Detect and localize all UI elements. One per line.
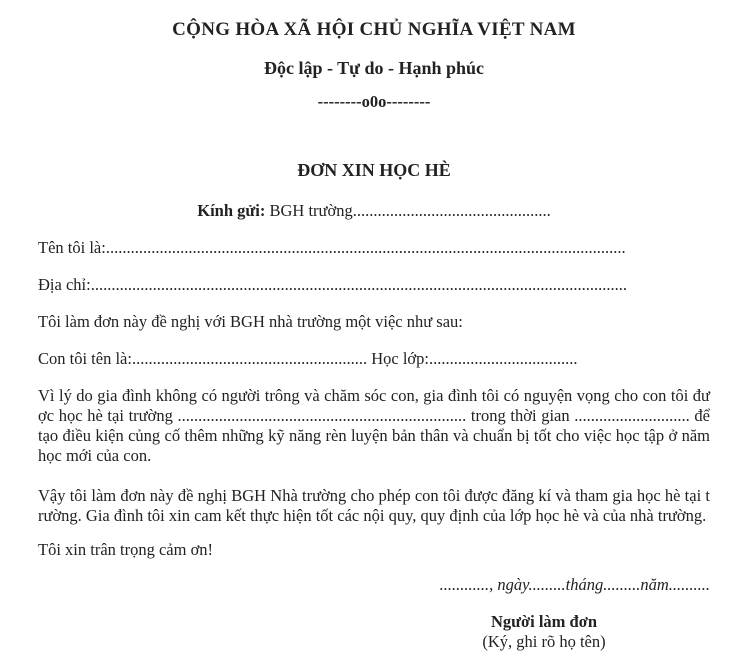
national-header-title: CỘNG HÒA XÃ HỘI CHỦ NGHĨA VIỆT NAM [172, 19, 576, 40]
recipient-label: Kính gửi: [197, 201, 266, 220]
child-name-field: Con tôi tên là:......................................................... [38, 349, 368, 368]
commitment-paragraph: Vậy tôi làm đơn này đề nghị BGH Nhà trường cho phép con tôi được đăng kí và tham gia học hè tại trường. Gia đình tôi xin cam kết thực hiện tốt các nội quy, quy định của lớp học hè và của nhà trường. [38, 486, 710, 525]
child-class-field: Học lớp:.................................... [367, 349, 578, 368]
national-motto: Độc lập - Tự do - Hạnh phúc [263, 58, 485, 78]
header-separator: --------o0o-------- [317, 92, 431, 111]
recipient-line [38, 201, 710, 221]
signature-title: Người làm đơn [490, 612, 598, 631]
child-info-line [38, 349, 710, 369]
recipient-value: BGH trường................................................ [269, 201, 551, 220]
address-line: Địa chỉ:.................................................................................................................................. [38, 275, 627, 294]
signature-block [424, 612, 664, 652]
reason-paragraph: Vì lý do gia đình không có người trông và chăm sóc con, gia đình tôi có nguyện vọng cho con tôi được học hè tại trường ...................................................................... trong thời gian ............................ để tạo điều kiện củng cố thêm những kỹ năng rèn luyện bản thân và chuẩn bị tốt cho việc học tập ở năm học mới của con. [38, 386, 710, 465]
document-title: ĐƠN XIN HỌC HÈ [297, 160, 451, 180]
closing-line: Tôi xin trân trọng cảm ơn! [38, 540, 214, 559]
date-place-line: ............, ngày.........tháng.........năm.......... [439, 575, 710, 594]
signature-note: (Ký, ghi rõ họ tên) [482, 632, 606, 651]
request-intro-line: Tôi làm đơn này đề nghị với BGH nhà trường một việc như sau: [38, 312, 463, 331]
parent-name-line: Tên tôi là:.............................................................................................................................. [38, 238, 626, 257]
